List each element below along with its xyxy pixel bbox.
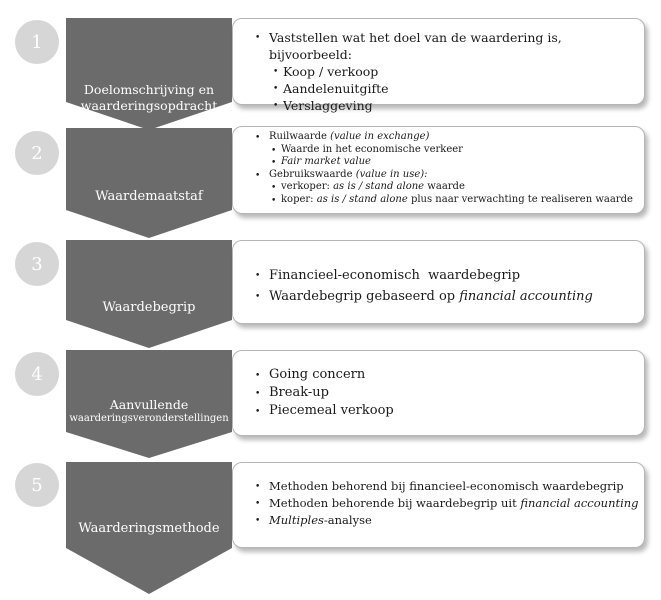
stage-1-number: 1 (15, 20, 59, 64)
stage-4-box (232, 350, 645, 436)
stage-1-label-line-1: Doelomschrijving en (83, 82, 215, 97)
stage-4-label-line-1: Aanvullende (109, 397, 189, 412)
stage-4-item: • Break-up (269, 384, 644, 402)
stage-4-label (66, 397, 232, 425)
stage-5-label-line-1: Waarderingsmethode (78, 521, 220, 536)
stage-3-box (232, 240, 645, 324)
stage-3-item: • Financieel-economisch waardebegrip (269, 265, 644, 286)
stage-2-item: • Gebruikswaarde (value in use): • verkoper: as is / stand alone waarde • koper: as is / stand alone plus naar verwachting te realiseren waarde (269, 169, 644, 207)
stage-2-subitem: • Waarde in het economische verkeer (281, 144, 644, 157)
stage-4-item: • Going concern (269, 366, 644, 384)
stage-3-label-line-1: Waardebegrip (102, 300, 196, 315)
stage-1-subitem: • Koop / verkoop (283, 63, 644, 80)
stage-3-item: • Waardebegrip gebaseerd op financial accounting (269, 286, 644, 307)
stage-4-number: 4 (15, 352, 59, 396)
stage-3-arrow (66, 240, 232, 348)
stage-2-label-line-1: Waardemaatstaf (95, 189, 203, 204)
stage-2-subitem: • koper: as is / stand alone plus naar verwachting te realiseren waarde (281, 194, 644, 207)
stage-5-item: • Multiples-analyse (269, 512, 644, 529)
stage-5-box (232, 462, 645, 548)
stage-2-number: 2 (15, 131, 59, 175)
stage-2-subitem: • Fair market value (281, 156, 644, 169)
stage-2-box (232, 126, 645, 214)
stage-2-item: • Ruilwaarde (value in exchange) • Waarde in het economische verkeer • Fair market value (269, 131, 644, 169)
stage-3-number: 3 (15, 242, 59, 286)
stage-5-item: • Methoden behorend bij financieel-economisch waardebegrip (269, 478, 644, 495)
stage-1-label (66, 82, 232, 113)
stage-5-number: 5 (15, 463, 59, 507)
stage-2-label (66, 189, 232, 205)
stage-3-label (66, 300, 232, 316)
stage-1-box (232, 18, 645, 113)
stage-5-label (66, 521, 232, 537)
stage-2-subitem: • verkoper: as is / stand alone waarde (281, 181, 644, 194)
stage-5-item: • Methoden behorende bij waardebegrip uit financial accounting (269, 495, 644, 512)
stage-4-label-line-2: waarderingsveronderstellingen (69, 412, 229, 424)
stage-1-item: • Vaststellen wat het doel van de waardering is, bijvoorbeeld: • Koop / verkoop • Aandelenuitgifte • Verslaggeving (269, 29, 644, 114)
stage-1-subitem: • Verslaggeving (283, 97, 644, 114)
stage-1-subitem: • Aandelenuitgifte (283, 80, 644, 97)
stage-1-label-line-2: waarderingsopdracht (80, 97, 218, 113)
stage-2-arrow (66, 128, 232, 238)
stage-4-item: • Piecemeal verkoop (269, 402, 644, 420)
